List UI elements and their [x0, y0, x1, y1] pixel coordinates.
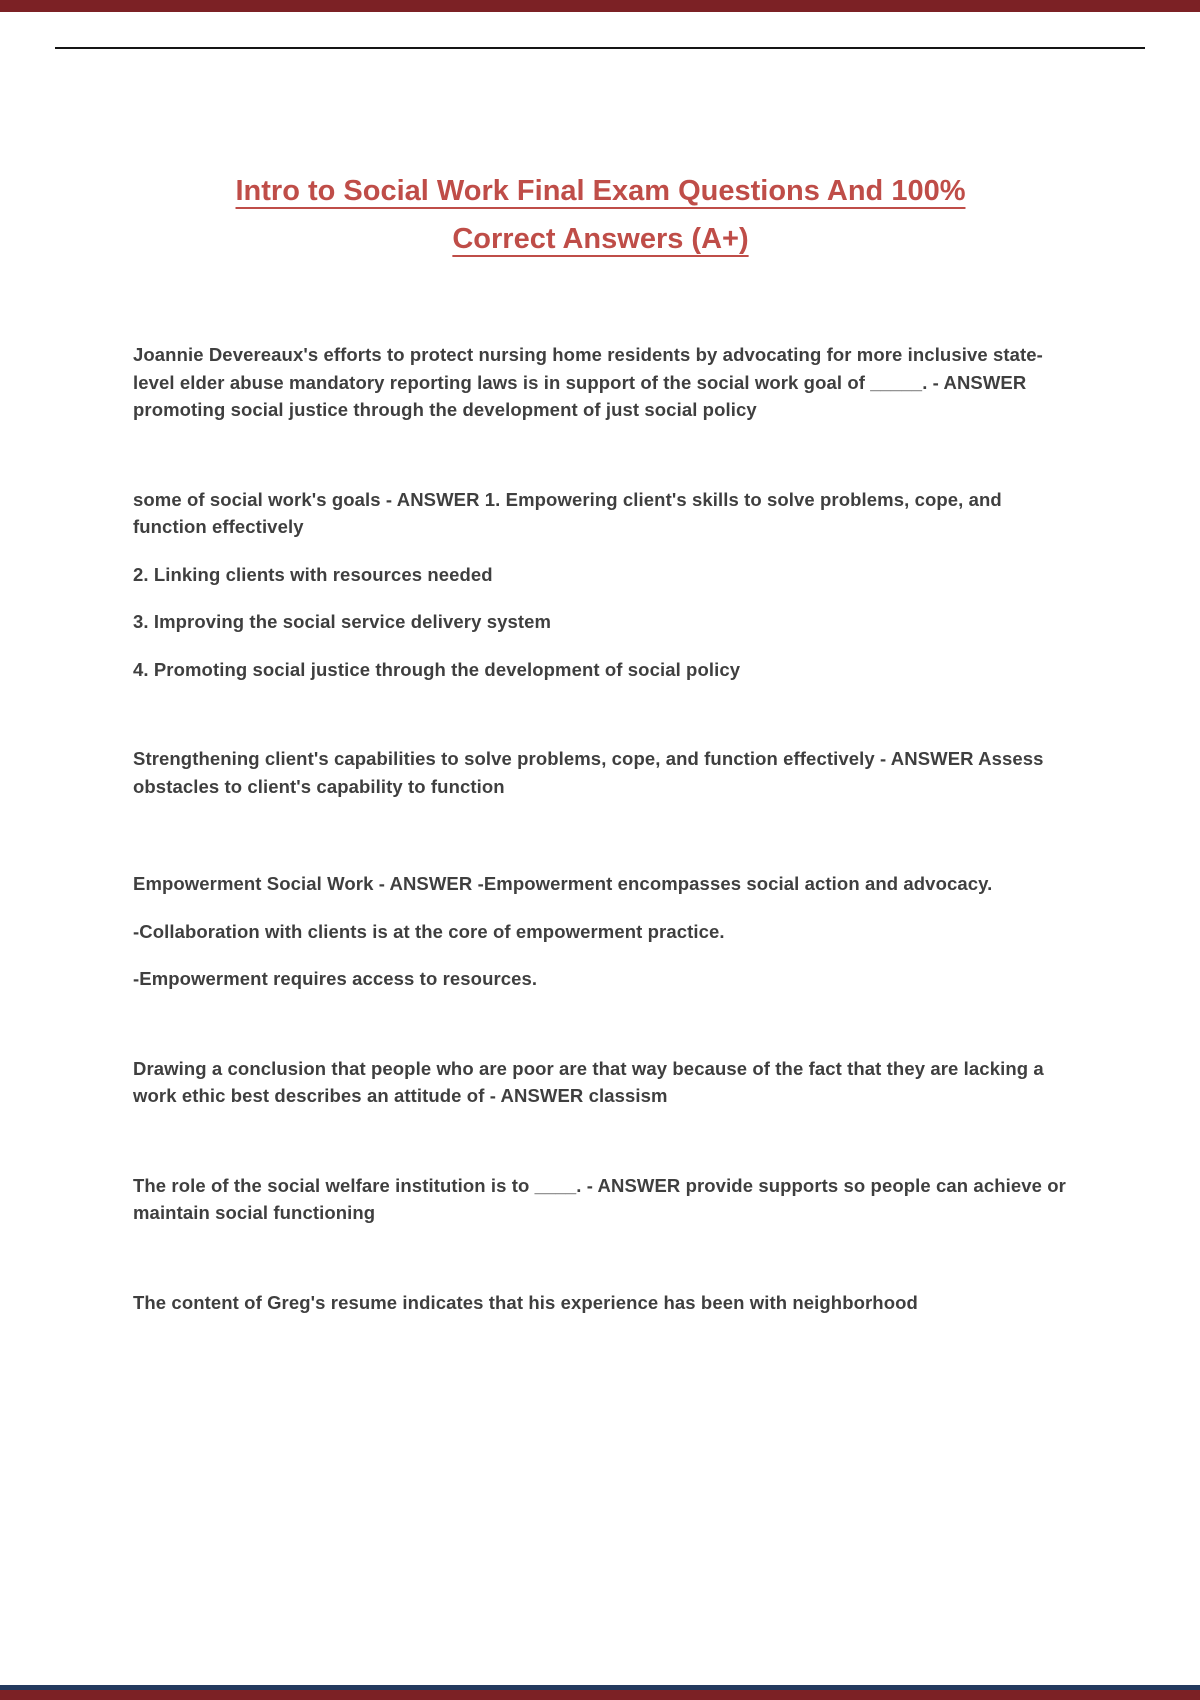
qa-list-item: 4. Promoting social justice through the development of social policy — [133, 658, 741, 680]
bottom-accent-bars — [0, 1685, 1200, 1700]
qa-paragraph: Drawing a conclusion that people who are poor are that way because of the fact that they are lacking a work ethic best describes an attitude of - ANSWER classism — [133, 1057, 1044, 1106]
qa-paragraph: The role of the social welfare institution is to ____. - ANSWER provide supports so people can achieve or maintain social functioning — [133, 1174, 1066, 1223]
qa-paragraph: Strengthening client's capabilities to solve problems, cope, and function effectively - ANSWER Assess obstacles to client's capability to function — [133, 748, 1044, 797]
qa-sub-item: -Empowerment requires access to resources. — [133, 968, 538, 989]
qa-paragraph: some of social work's goals - ANSWER 1. Empowering client's skills to solve problems, cope, and function effectively — [133, 488, 1002, 537]
qa-list-item: 3. Improving the social service delivery system — [133, 611, 552, 632]
qa-sub-item: -Collaboration with clients is at the core of empowerment practice. — [133, 920, 725, 942]
bottom-maroon-bar — [0, 1690, 1200, 1700]
qa-paragraph: The content of Greg's resume indicates that his experience has been with neighborhood — [133, 1291, 918, 1313]
document-content — [0, 49, 1200, 1685]
qa-list-item: 2. Linking clients with resources needed — [133, 563, 493, 585]
qa-paragraph: Joannie Devereaux's efforts to protect nursing home residents by advocating for more inclusive state-level elder abuse mandatory reporting laws is in support of the social work goal of _____. - ANSWER promoting social justice through the development of just social policy — [133, 344, 1043, 420]
page-title — [133, 167, 1068, 263]
page-title-line-1: Intro to Social Work Final Exam Questions And 100% — [235, 175, 966, 207]
top-accent-bar — [0, 0, 1200, 12]
page-title-line-2: Correct Answers (A+) — [452, 223, 749, 255]
qa-paragraph: Empowerment Social Work - ANSWER -Empowerment encompasses social action and advocacy. — [133, 873, 993, 894]
